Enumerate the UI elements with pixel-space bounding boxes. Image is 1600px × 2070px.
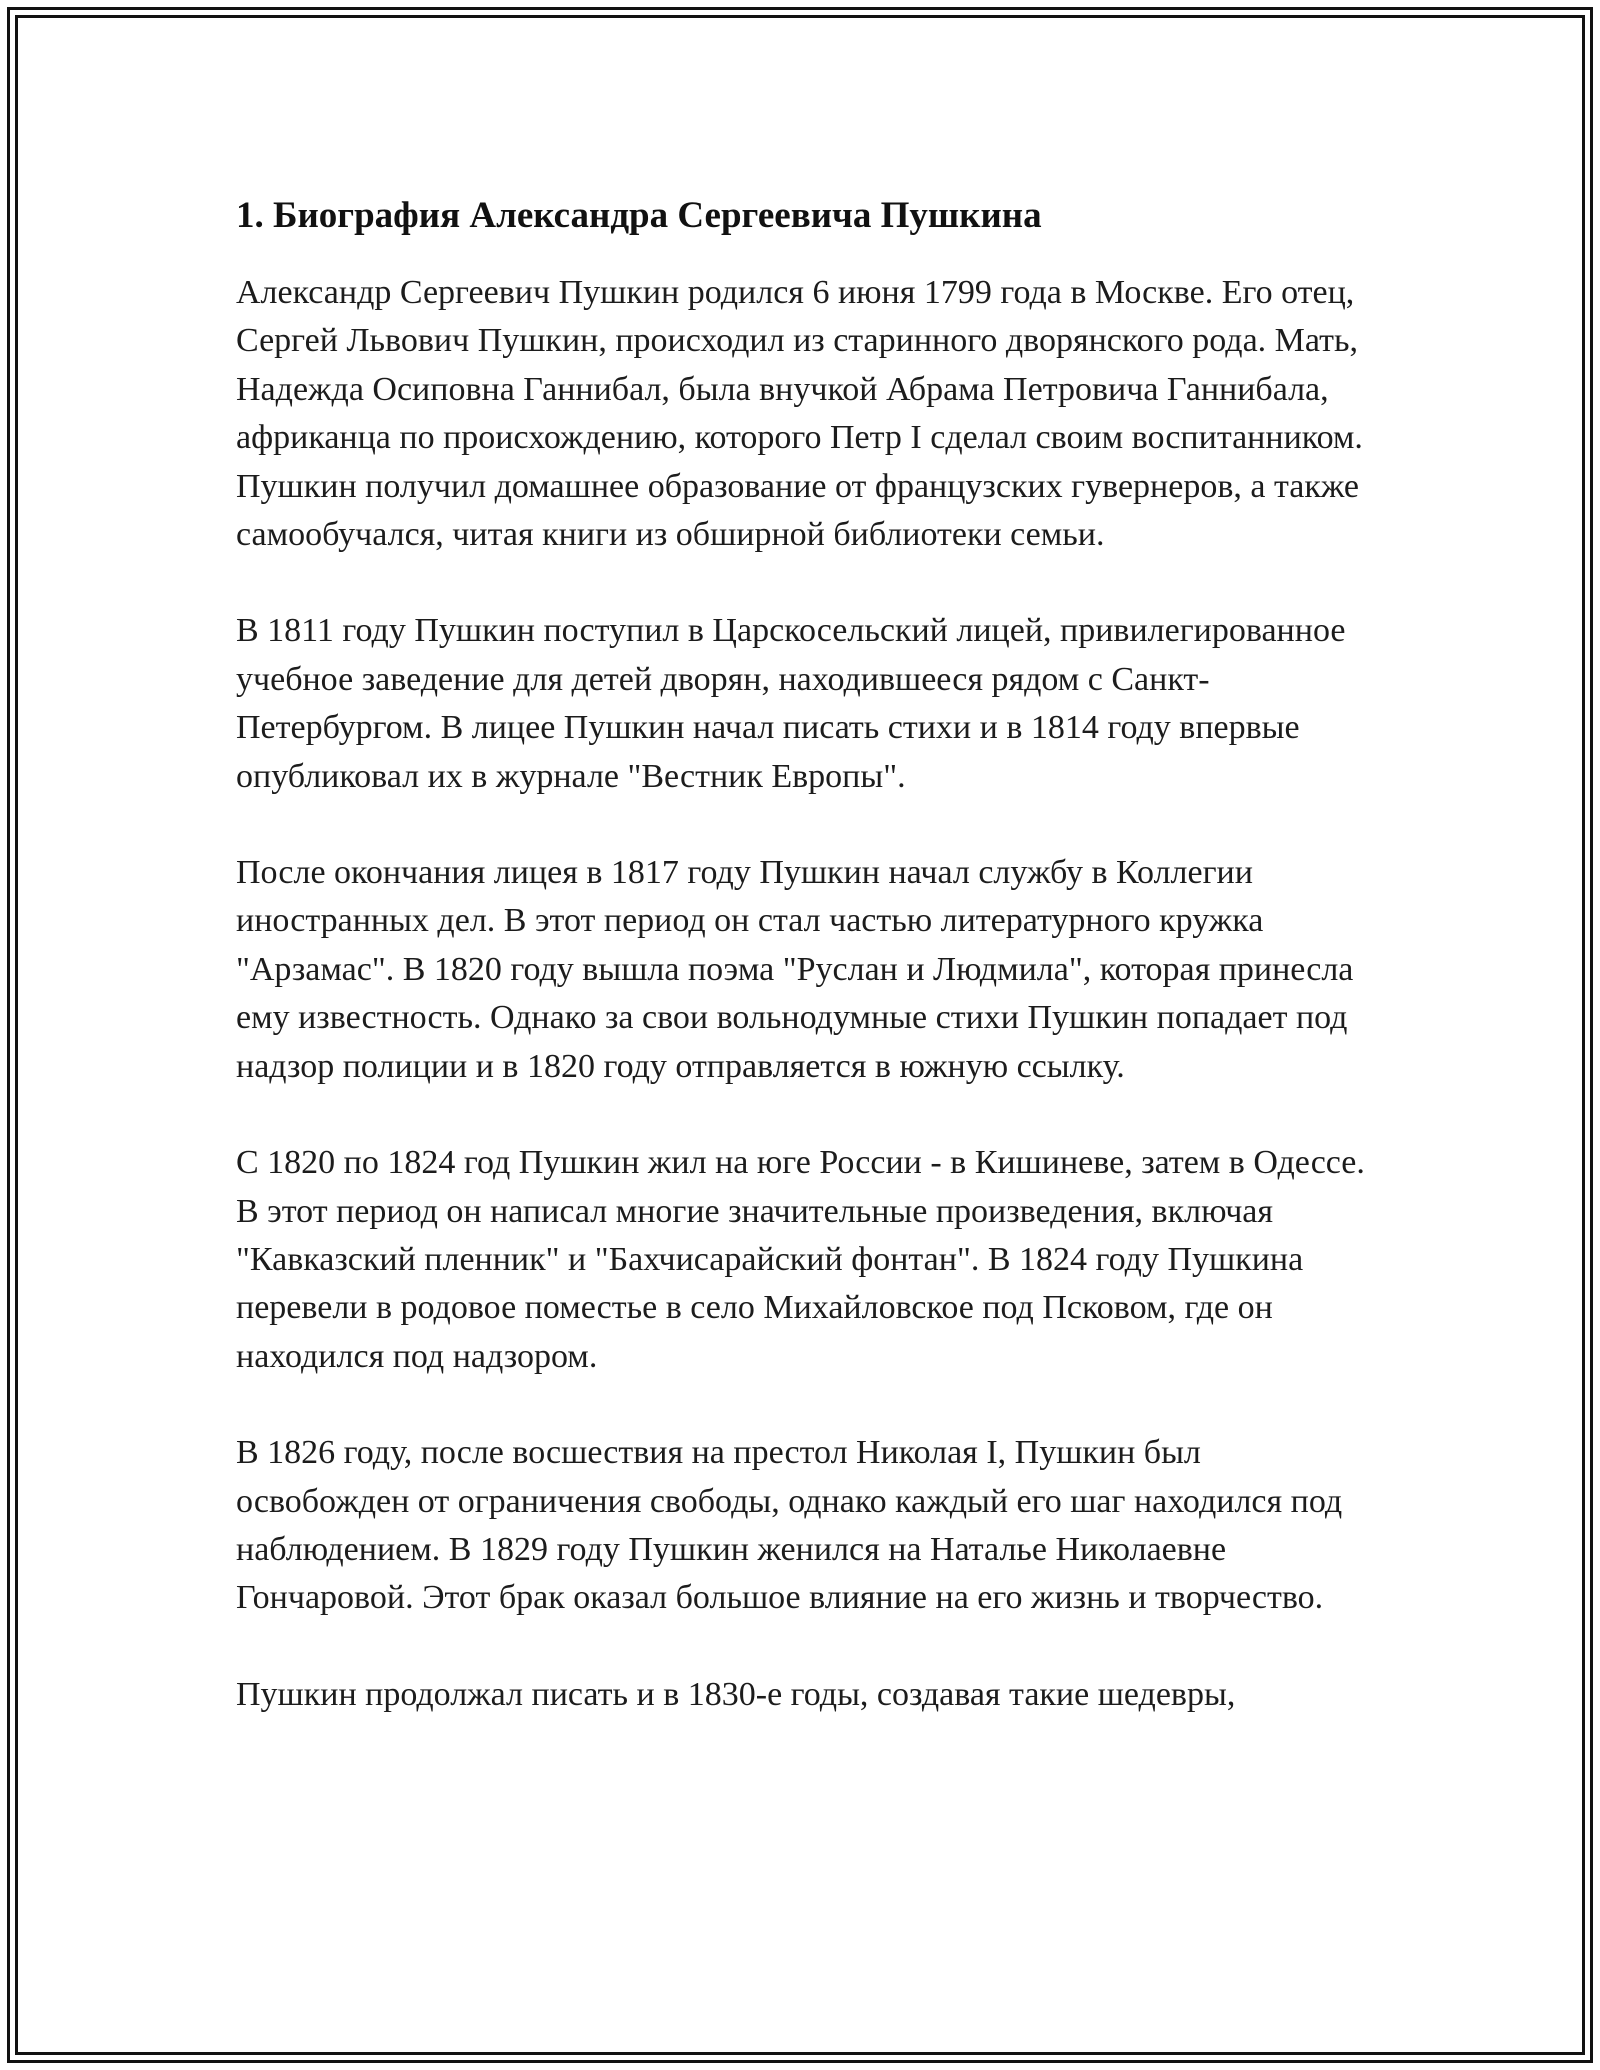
- paragraph-lyceum: В 1811 году Пушкин поступил в Царскосельский лицей, привилегированное учебное заведение для детей дворян, находившееся рядом с Санкт-Петербургом. В лицее Пушкин начал писать стихи и в 1814 году впервые опубликовал их в журнале "Вестник Европы".: [236, 612, 1346, 795]
- paragraph-1830s: Пушкин продолжал писать и в 1830-е годы, создавая такие шедевры,: [236, 1675, 1236, 1713]
- document-page: [236, 185, 1376, 1767]
- paragraph-marriage: В 1826 году, после восшествия на престол Николая I, Пушкин был освобожден от ограничения свободы, однако каждый его шаг находился под наблюдением. В 1829 году Пушкин женился на Наталье Николаевне Гончаровой. Этот брак оказал большое влияние на его жизнь и творчество.: [236, 1434, 1343, 1617]
- paragraph-south-exile: С 1820 по 1824 год Пушкин жил на юге России - в Кишиневе, затем в Одессе. В этот период он написал многие значительные произведения, включая "Кавказский пленник" и "Бахчисарайский фонтан". В 1824 году Пушкина перевели в родовое поместье в село Михайловское под Псковом, где он находился под надзором.: [236, 1144, 1365, 1375]
- paragraph-service: После окончания лицея в 1817 году Пушкин начал службу в Коллегии иностранных дел. В этот период он стал частью литературного кружка "Арзамас". В 1820 году вышла поэма "Руслан и Людмила", которая принесла ему известность. Однако за свои вольнодумные стихи Пушкин попадает под надзор полиции и в 1820 году отправляется в южную ссылку.: [236, 854, 1354, 1085]
- paragraph-birth: Александр Сергеевич Пушкин родился 6 июня 1799 года в Москве. Его отец, Сергей Львович Пушкин, происходил из старинного дворянского рода. Мать, Надежда Осиповна Ганнибал, была внучкой Абрама Петровича Ганнибала, африканца по происхождению, которого Петр I сделал своим воспитанником. Пушкин получил домашнее образование от французских гувернеров, а также самообучался, читая книги из обширной библиотеки семьи.: [236, 274, 1363, 554]
- section-title: 1. Биография Александра Сергеевича Пушкина: [236, 195, 1042, 236]
